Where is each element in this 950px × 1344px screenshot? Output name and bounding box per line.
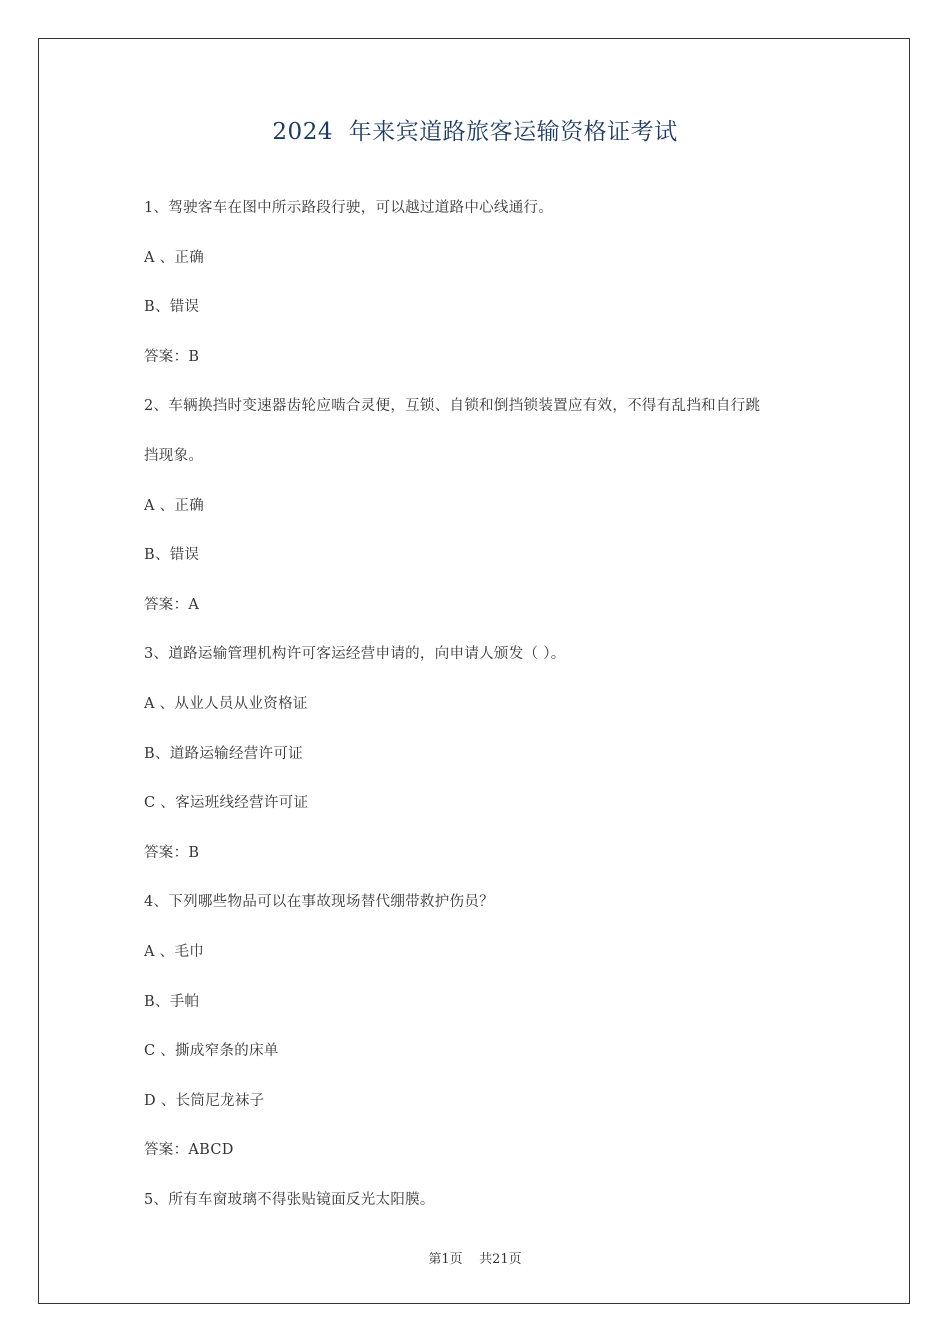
question-4-answer: 答案：ABCD xyxy=(144,1142,234,1159)
question-1-option-a: A 、正确 xyxy=(144,249,205,266)
question-5-text: 5、所有车窗玻璃不得张贴镜面反光太阳膜。 xyxy=(144,1191,435,1208)
question-3-option-a: A 、从业人员从业资格证 xyxy=(144,695,308,712)
question-1-answer: 答案：B xyxy=(144,348,200,365)
question-1-option-b: B、错误 xyxy=(144,299,200,316)
document-title: 2024 年来宾道路旅客运输资格证考试 xyxy=(272,119,678,145)
question-3-text: 3、道路运输管理机构许可客运经营申请的，向申请人颁发（ ）。 xyxy=(144,646,566,663)
question-3-answer: 答案：B xyxy=(144,844,200,861)
question-4-option-c: C 、撕成窄条的床单 xyxy=(144,1043,279,1060)
question-2-option-b: B、错误 xyxy=(144,547,200,564)
question-3-option-c: C 、客运班线经营许可证 xyxy=(144,795,309,812)
question-2-text: 2、车辆换挡时变速器齿轮应啮合灵便，互锁、自锁和倒挡锁装置应有效，不得有乱挡和自行跳 xyxy=(144,398,761,415)
question-1-text: 1、驾驶客车在图中所示路段行驶，可以越过道路中心线通行。 xyxy=(144,200,554,216)
question-3-option-b: B、道路运输经营许可证 xyxy=(144,745,303,762)
question-4-option-b: B、手帕 xyxy=(144,993,200,1010)
question-4-option-d: D 、长筒尼龙袜子 xyxy=(144,1092,265,1109)
question-4-option-a: A 、毛巾 xyxy=(144,943,205,960)
question-2-option-a: A 、正确 xyxy=(144,497,205,514)
question-4-text: 4、下列哪些物品可以在事故现场替代绷带救护伤员？ xyxy=(144,894,494,911)
page-footer: 第1页 共21页 xyxy=(428,1252,522,1267)
question-list xyxy=(144,198,814,1239)
question-2-text-continued: 挡现象。 xyxy=(144,447,204,464)
question-2-answer: 答案：A xyxy=(144,596,200,613)
